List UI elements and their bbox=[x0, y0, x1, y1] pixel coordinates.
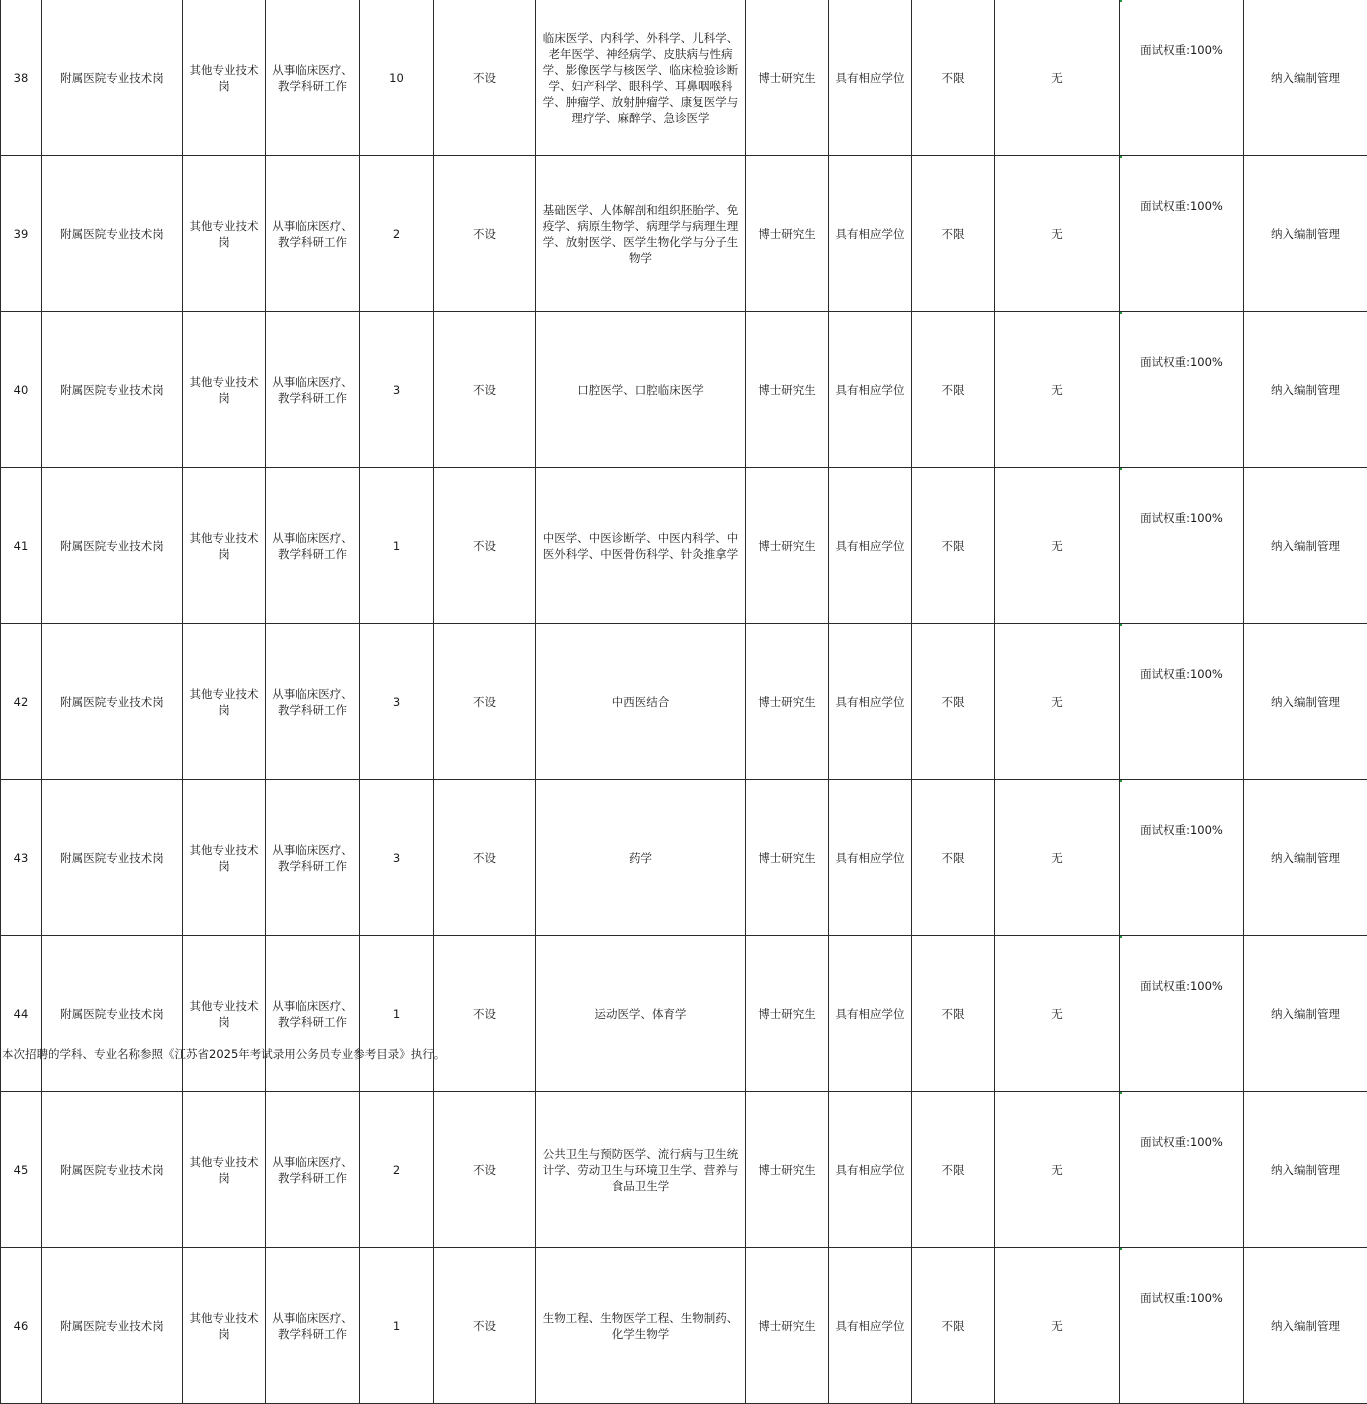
major-requirement: 基础医学、人体解剖和组织胚胎学、免疫学、病原生物学、病理学与病理生理学、放射医学、医学生物化学与分子生物学 bbox=[543, 203, 739, 265]
exam-ratio-cell bbox=[434, 780, 536, 936]
footnote: 本次招聘的学科、专业名称参照《江苏省2025年考试录用公务员专业参考目录》执行。 bbox=[2, 1046, 445, 1062]
exam-ratio: 不设 bbox=[473, 1163, 496, 1177]
degree-requirement-cell bbox=[829, 468, 912, 624]
management-type: 纳入编制管理 bbox=[1271, 539, 1340, 553]
position-category: 其他专业技术岗 bbox=[190, 999, 259, 1029]
recruit-count-cell bbox=[360, 1092, 434, 1248]
degree-requirement: 具有相应学位 bbox=[836, 1319, 905, 1333]
education-requirement-cell bbox=[746, 624, 829, 780]
age-requirement-cell bbox=[912, 624, 995, 780]
job-duty: 从事临床医疗、教学科研工作 bbox=[272, 375, 353, 405]
education-requirement: 博士研究生 bbox=[758, 695, 816, 709]
job-duty: 从事临床医疗、教学科研工作 bbox=[272, 1155, 353, 1185]
degree-requirement: 具有相应学位 bbox=[836, 227, 905, 241]
position-unit: 附属医院专业技术岗 bbox=[60, 851, 164, 865]
job-duty-cell bbox=[266, 312, 360, 468]
comment-marker-icon bbox=[1120, 1092, 1123, 1095]
education-requirement: 博士研究生 bbox=[758, 383, 816, 397]
comment-marker-icon bbox=[1120, 156, 1123, 159]
comment-marker-icon bbox=[1120, 1248, 1123, 1251]
position-category-cell bbox=[183, 1092, 266, 1248]
table-row bbox=[1, 1248, 1367, 1404]
interview-weight: 面试权重:100% bbox=[1140, 355, 1223, 369]
education-requirement-cell bbox=[746, 468, 829, 624]
job-duty: 从事临床医疗、教学科研工作 bbox=[272, 687, 353, 717]
interview-weight: 面试权重:100% bbox=[1140, 199, 1223, 213]
row-number: 42 bbox=[14, 695, 29, 709]
row-number-cell bbox=[1, 1092, 42, 1248]
interview-weight: 面试权重:100% bbox=[1140, 979, 1223, 993]
degree-requirement-cell bbox=[829, 156, 912, 312]
recruit-count: 10 bbox=[389, 71, 404, 85]
major-requirement-cell bbox=[536, 936, 746, 1092]
degree-requirement: 具有相应学位 bbox=[836, 851, 905, 865]
job-duty-cell bbox=[266, 468, 360, 624]
management-type-cell bbox=[1244, 156, 1367, 312]
interview-weight-cell bbox=[1120, 780, 1244, 936]
education-requirement: 博士研究生 bbox=[758, 851, 816, 865]
position-unit: 附属医院专业技术岗 bbox=[60, 695, 164, 709]
other-requirement: 无 bbox=[1051, 1319, 1063, 1333]
recruit-count-cell bbox=[360, 780, 434, 936]
other-requirement: 无 bbox=[1051, 227, 1063, 241]
education-requirement-cell bbox=[746, 1248, 829, 1404]
education-requirement: 博士研究生 bbox=[758, 1163, 816, 1177]
other-requirement: 无 bbox=[1051, 383, 1063, 397]
position-unit: 附属医院专业技术岗 bbox=[60, 227, 164, 241]
interview-weight: 面试权重:100% bbox=[1140, 823, 1223, 837]
row-number: 41 bbox=[14, 539, 29, 553]
position-category: 其他专业技术岗 bbox=[190, 1311, 259, 1341]
exam-ratio-cell bbox=[434, 936, 536, 1092]
interview-weight: 面试权重:100% bbox=[1140, 1291, 1223, 1305]
exam-ratio: 不设 bbox=[473, 227, 496, 241]
exam-ratio-cell bbox=[434, 1248, 536, 1404]
major-requirement-cell bbox=[536, 624, 746, 780]
position-category: 其他专业技术岗 bbox=[190, 687, 259, 717]
recruit-count: 2 bbox=[393, 1163, 400, 1177]
exam-ratio-cell bbox=[434, 156, 536, 312]
row-number: 39 bbox=[14, 227, 29, 241]
management-type: 纳入编制管理 bbox=[1271, 1007, 1340, 1021]
position-category-cell bbox=[183, 0, 266, 156]
position-unit-cell bbox=[42, 624, 183, 780]
exam-ratio: 不设 bbox=[473, 851, 496, 865]
job-duty-cell bbox=[266, 1248, 360, 1404]
degree-requirement-cell bbox=[829, 624, 912, 780]
exam-ratio-cell bbox=[434, 0, 536, 156]
position-category-cell bbox=[183, 312, 266, 468]
other-requirement: 无 bbox=[1051, 1007, 1063, 1021]
management-type-cell bbox=[1244, 624, 1367, 780]
other-requirement: 无 bbox=[1051, 695, 1063, 709]
interview-weight: 面试权重:100% bbox=[1140, 1135, 1223, 1149]
education-requirement-cell bbox=[746, 312, 829, 468]
job-duty-cell bbox=[266, 780, 360, 936]
exam-ratio-cell bbox=[434, 1092, 536, 1248]
table-row bbox=[1, 0, 1367, 156]
row-number-cell bbox=[1, 936, 42, 1092]
degree-requirement-cell bbox=[829, 780, 912, 936]
row-number: 45 bbox=[14, 1163, 29, 1177]
major-requirement: 临床医学、内科学、外科学、儿科学、老年医学、神经病学、皮肤病与性病学、影像医学与核医学、临床检验诊断学、妇产科学、眼科学、耳鼻咽喉科学、肿瘤学、放射肿瘤学、康复医学与理疗学、麻醉学、急诊医学 bbox=[543, 31, 739, 125]
degree-requirement: 具有相应学位 bbox=[836, 71, 905, 85]
row-number-cell bbox=[1, 468, 42, 624]
comment-marker-icon bbox=[1120, 312, 1123, 315]
job-duty: 从事临床医疗、教学科研工作 bbox=[272, 531, 353, 561]
interview-weight-cell bbox=[1120, 936, 1244, 1092]
education-requirement: 博士研究生 bbox=[758, 227, 816, 241]
major-requirement-cell bbox=[536, 1248, 746, 1404]
position-category-cell bbox=[183, 468, 266, 624]
position-unit-cell bbox=[42, 1248, 183, 1404]
management-type-cell bbox=[1244, 780, 1367, 936]
row-number-cell bbox=[1, 0, 42, 156]
interview-weight-cell bbox=[1120, 1248, 1244, 1404]
age-requirement: 不限 bbox=[942, 851, 965, 865]
job-duty: 从事临床医疗、教学科研工作 bbox=[272, 219, 353, 249]
other-requirement-cell bbox=[995, 936, 1120, 1092]
position-unit: 附属医院专业技术岗 bbox=[60, 71, 164, 85]
other-requirement-cell bbox=[995, 156, 1120, 312]
education-requirement-cell bbox=[746, 1092, 829, 1248]
recruit-count: 1 bbox=[393, 1319, 400, 1333]
recruit-count-cell bbox=[360, 468, 434, 624]
major-requirement-cell bbox=[536, 780, 746, 936]
exam-ratio-cell bbox=[434, 468, 536, 624]
age-requirement: 不限 bbox=[942, 1319, 965, 1333]
position-unit-cell bbox=[42, 780, 183, 936]
other-requirement-cell bbox=[995, 1248, 1120, 1404]
recruit-count: 3 bbox=[393, 851, 400, 865]
age-requirement-cell bbox=[912, 312, 995, 468]
row-number: 40 bbox=[14, 383, 29, 397]
position-unit-cell bbox=[42, 0, 183, 156]
position-unit: 附属医院专业技术岗 bbox=[60, 539, 164, 553]
education-requirement-cell bbox=[746, 780, 829, 936]
recruit-count-cell bbox=[360, 624, 434, 780]
management-type-cell bbox=[1244, 936, 1367, 1092]
education-requirement-cell bbox=[746, 156, 829, 312]
age-requirement: 不限 bbox=[942, 539, 965, 553]
degree-requirement: 具有相应学位 bbox=[836, 383, 905, 397]
age-requirement: 不限 bbox=[942, 1163, 965, 1177]
comment-marker-icon bbox=[1120, 468, 1123, 471]
age-requirement: 不限 bbox=[942, 695, 965, 709]
management-type: 纳入编制管理 bbox=[1271, 383, 1340, 397]
age-requirement: 不限 bbox=[942, 71, 965, 85]
comment-marker-icon bbox=[1120, 624, 1123, 627]
management-type: 纳入编制管理 bbox=[1271, 71, 1340, 85]
position-category: 其他专业技术岗 bbox=[190, 531, 259, 561]
degree-requirement: 具有相应学位 bbox=[836, 1163, 905, 1177]
recruit-count: 3 bbox=[393, 695, 400, 709]
position-unit: 附属医院专业技术岗 bbox=[60, 383, 164, 397]
management-type-cell bbox=[1244, 468, 1367, 624]
position-unit-cell bbox=[42, 312, 183, 468]
row-number-cell bbox=[1, 156, 42, 312]
age-requirement-cell bbox=[912, 1092, 995, 1248]
table-body bbox=[1, 0, 1367, 1404]
comment-marker-icon bbox=[1120, 936, 1123, 939]
table-row bbox=[1, 624, 1367, 780]
job-duty: 从事临床医疗、教学科研工作 bbox=[272, 1311, 353, 1341]
major-requirement: 生物工程、生物医学工程、生物制药、化学生物学 bbox=[543, 1311, 739, 1341]
education-requirement: 博士研究生 bbox=[758, 539, 816, 553]
row-number: 44 bbox=[14, 1007, 29, 1021]
management-type-cell bbox=[1244, 312, 1367, 468]
job-duty-cell bbox=[266, 1092, 360, 1248]
row-number-cell bbox=[1, 780, 42, 936]
management-type-cell bbox=[1244, 1248, 1367, 1404]
position-unit-cell bbox=[42, 468, 183, 624]
job-duty: 从事临床医疗、教学科研工作 bbox=[272, 843, 353, 873]
exam-ratio-cell bbox=[434, 312, 536, 468]
job-duty: 从事临床医疗、教学科研工作 bbox=[272, 999, 353, 1029]
position-unit-cell bbox=[42, 1092, 183, 1248]
major-requirement: 运动医学、体育学 bbox=[595, 1007, 687, 1021]
interview-weight-cell bbox=[1120, 0, 1244, 156]
interview-weight: 面试权重:100% bbox=[1140, 667, 1223, 681]
management-type: 纳入编制管理 bbox=[1271, 695, 1340, 709]
exam-ratio: 不设 bbox=[473, 1319, 496, 1333]
position-unit-cell bbox=[42, 936, 183, 1092]
table-row bbox=[1, 780, 1367, 936]
position-unit: 附属医院专业技术岗 bbox=[60, 1163, 164, 1177]
recruit-count: 1 bbox=[393, 1007, 400, 1021]
other-requirement-cell bbox=[995, 1092, 1120, 1248]
position-category-cell bbox=[183, 624, 266, 780]
age-requirement: 不限 bbox=[942, 1007, 965, 1021]
exam-ratio: 不设 bbox=[473, 71, 496, 85]
education-requirement-cell bbox=[746, 0, 829, 156]
interview-weight-cell bbox=[1120, 468, 1244, 624]
table-row bbox=[1, 312, 1367, 468]
job-duty-cell bbox=[266, 936, 360, 1092]
recruit-count: 3 bbox=[393, 383, 400, 397]
row-number-cell bbox=[1, 312, 42, 468]
age-requirement-cell bbox=[912, 468, 995, 624]
position-category: 其他专业技术岗 bbox=[190, 843, 259, 873]
degree-requirement-cell bbox=[829, 1248, 912, 1404]
interview-weight-cell bbox=[1120, 312, 1244, 468]
position-category: 其他专业技术岗 bbox=[190, 1155, 259, 1185]
degree-requirement: 具有相应学位 bbox=[836, 695, 905, 709]
major-requirement: 药学 bbox=[629, 851, 652, 865]
major-requirement-cell bbox=[536, 312, 746, 468]
recruit-count: 1 bbox=[393, 539, 400, 553]
degree-requirement: 具有相应学位 bbox=[836, 1007, 905, 1021]
comment-marker-icon bbox=[1120, 780, 1123, 783]
other-requirement-cell bbox=[995, 624, 1120, 780]
recruit-count: 2 bbox=[393, 227, 400, 241]
other-requirement: 无 bbox=[1051, 71, 1063, 85]
row-number: 38 bbox=[14, 71, 29, 85]
recruit-count-cell bbox=[360, 0, 434, 156]
management-type-cell bbox=[1244, 0, 1367, 156]
table-row bbox=[1, 468, 1367, 624]
recruit-count-cell bbox=[360, 936, 434, 1092]
degree-requirement-cell bbox=[829, 0, 912, 156]
recruit-count-cell bbox=[360, 1248, 434, 1404]
job-duty: 从事临床医疗、教学科研工作 bbox=[272, 63, 353, 93]
major-requirement: 口腔医学、口腔临床医学 bbox=[577, 383, 704, 397]
job-duty-cell bbox=[266, 156, 360, 312]
exam-ratio: 不设 bbox=[473, 383, 496, 397]
job-duty-cell bbox=[266, 0, 360, 156]
recruit-count-cell bbox=[360, 156, 434, 312]
table-row bbox=[1, 936, 1367, 1092]
row-number: 46 bbox=[14, 1319, 29, 1333]
job-duty-cell bbox=[266, 624, 360, 780]
position-unit: 附属医院专业技术岗 bbox=[60, 1319, 164, 1333]
other-requirement-cell bbox=[995, 0, 1120, 156]
major-requirement: 公共卫生与预防医学、流行病与卫生统计学、劳动卫生与环境卫生学、营养与食品卫生学 bbox=[543, 1147, 739, 1193]
other-requirement-cell bbox=[995, 780, 1120, 936]
position-category: 其他专业技术岗 bbox=[190, 219, 259, 249]
recruit-count-cell bbox=[360, 312, 434, 468]
position-category-cell bbox=[183, 156, 266, 312]
interview-weight-cell bbox=[1120, 156, 1244, 312]
row-number-cell bbox=[1, 624, 42, 780]
degree-requirement-cell bbox=[829, 312, 912, 468]
position-category-cell bbox=[183, 780, 266, 936]
comment-marker-icon bbox=[1120, 0, 1123, 2]
row-number: 43 bbox=[14, 851, 29, 865]
interview-weight-cell bbox=[1120, 1092, 1244, 1248]
age-requirement-cell bbox=[912, 780, 995, 936]
management-type: 纳入编制管理 bbox=[1271, 851, 1340, 865]
management-type: 纳入编制管理 bbox=[1271, 227, 1340, 241]
major-requirement: 中医学、中医诊断学、中医内科学、中医外科学、中医骨伤科学、针灸推拿学 bbox=[543, 531, 739, 561]
table-row bbox=[1, 1092, 1367, 1248]
major-requirement-cell bbox=[536, 468, 746, 624]
exam-ratio: 不设 bbox=[473, 1007, 496, 1021]
age-requirement: 不限 bbox=[942, 383, 965, 397]
education-requirement: 博士研究生 bbox=[758, 71, 816, 85]
education-requirement-cell bbox=[746, 936, 829, 1092]
management-type: 纳入编制管理 bbox=[1271, 1319, 1340, 1333]
exam-ratio: 不设 bbox=[473, 695, 496, 709]
degree-requirement: 具有相应学位 bbox=[836, 539, 905, 553]
position-unit: 附属医院专业技术岗 bbox=[60, 1007, 164, 1021]
table-row bbox=[1, 156, 1367, 312]
interview-weight-cell bbox=[1120, 624, 1244, 780]
exam-ratio: 不设 bbox=[473, 539, 496, 553]
position-category: 其他专业技术岗 bbox=[190, 375, 259, 405]
major-requirement: 中西医结合 bbox=[612, 695, 670, 709]
other-requirement: 无 bbox=[1051, 851, 1063, 865]
age-requirement-cell bbox=[912, 936, 995, 1092]
other-requirement-cell bbox=[995, 312, 1120, 468]
position-category-cell bbox=[183, 936, 266, 1092]
interview-weight: 面试权重:100% bbox=[1140, 43, 1223, 57]
other-requirement: 无 bbox=[1051, 1163, 1063, 1177]
major-requirement-cell bbox=[536, 156, 746, 312]
position-unit-cell bbox=[42, 156, 183, 312]
other-requirement-cell bbox=[995, 468, 1120, 624]
row-number-cell bbox=[1, 1248, 42, 1404]
degree-requirement-cell bbox=[829, 936, 912, 1092]
age-requirement-cell bbox=[912, 0, 995, 156]
education-requirement: 博士研究生 bbox=[758, 1319, 816, 1333]
position-category: 其他专业技术岗 bbox=[190, 63, 259, 93]
age-requirement-cell bbox=[912, 156, 995, 312]
major-requirement-cell bbox=[536, 0, 746, 156]
management-type: 纳入编制管理 bbox=[1271, 1163, 1340, 1177]
degree-requirement-cell bbox=[829, 1092, 912, 1248]
age-requirement-cell bbox=[912, 1248, 995, 1404]
position-category-cell bbox=[183, 1248, 266, 1404]
interview-weight: 面试权重:100% bbox=[1140, 511, 1223, 525]
management-type-cell bbox=[1244, 1092, 1367, 1248]
other-requirement: 无 bbox=[1051, 539, 1063, 553]
major-requirement-cell bbox=[536, 1092, 746, 1248]
exam-ratio-cell bbox=[434, 624, 536, 780]
age-requirement: 不限 bbox=[942, 227, 965, 241]
education-requirement: 博士研究生 bbox=[758, 1007, 816, 1021]
